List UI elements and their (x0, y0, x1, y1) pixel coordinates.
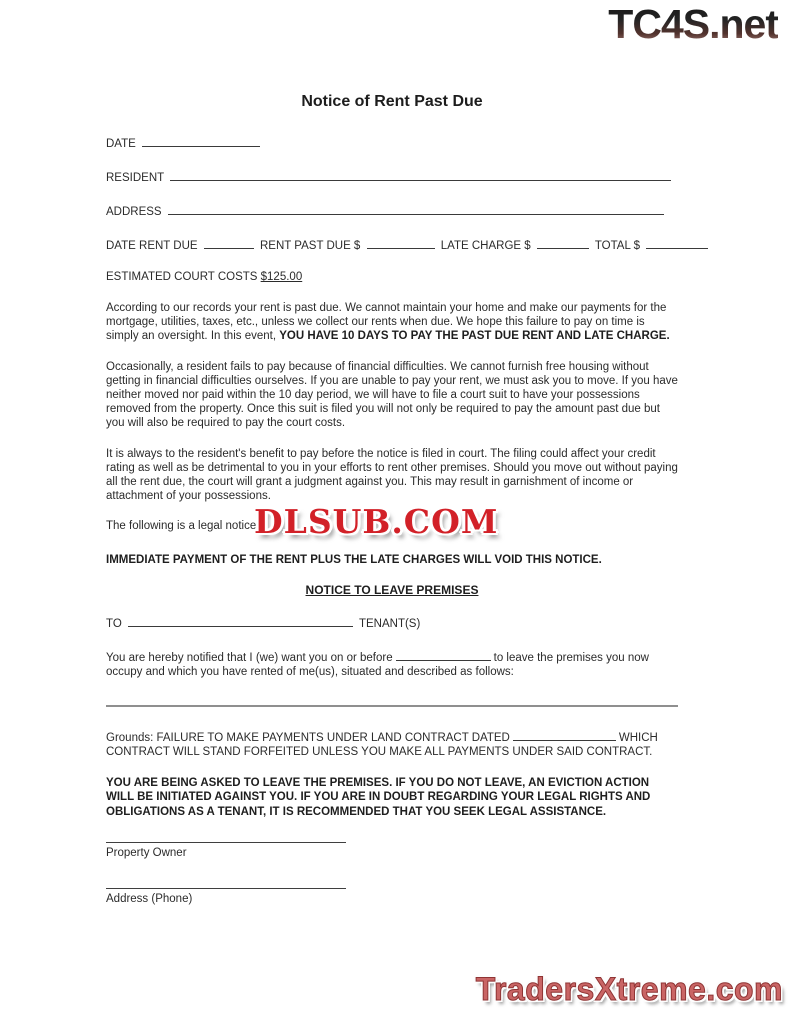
date-rent-due-blank (204, 236, 254, 249)
paragraph-benefit: It is always to the resident's benefit to pay before the notice is filed in court. The filing could affect your credit rating as well as be detrimental to you in your efforts to rent other premises. Should you move out without paying all the rent due, the court will grant a judgment against you. This may result in garnishment of income or attachment of your possessions. (106, 448, 678, 502)
tenant-row (106, 614, 678, 631)
resident-label: RESIDENT (106, 172, 164, 184)
resident-blank (170, 168, 671, 181)
court-costs-label: ESTIMATED COURT COSTS (106, 271, 258, 283)
paragraph-records (106, 301, 678, 343)
leave-premises-heading: NOTICE TO LEAVE PREMISES (305, 582, 479, 597)
late-charge-label: LATE CHARGE $ (440, 240, 531, 252)
address-row (106, 202, 678, 219)
property-owner-signature-line (106, 842, 346, 843)
property-owner-label: Property Owner (106, 847, 187, 859)
rent-past-due-blank (367, 236, 435, 249)
leave-date-blank (396, 648, 491, 661)
address-phone-signature (106, 888, 678, 906)
notified-after-text: to leave the premises you now occupy and which you have rented of me(us), situated and described as follows: (106, 651, 649, 678)
address-blank (168, 202, 664, 215)
legal-notice-text: The following is a legal notice (106, 520, 257, 532)
contract-date-blank (513, 728, 616, 741)
resident-row (106, 168, 678, 185)
rent-past-due-label: RENT PAST DUE $ (260, 240, 361, 252)
amounts-row (106, 236, 678, 253)
paragraph-grounds (106, 728, 678, 759)
date-label: DATE (106, 138, 136, 150)
late-charge-blank (537, 236, 589, 249)
date-rent-due-label: DATE RENT DUE (106, 240, 198, 252)
address-phone-signature-line (106, 888, 346, 889)
grounds-after-text: WHICH CONTRACT WILL STAND FORFEITED UNLESS YOU MAKE ALL PAYMENTS UNDER SAID CONTRACT. (106, 731, 658, 758)
legal-notice-line (106, 502, 678, 541)
court-costs-value: $125.00 (260, 271, 303, 283)
records-bold-text: YOU HAVE 10 DAYS TO PAY THE PAST DUE RENT AND LATE CHARGE. (279, 330, 670, 342)
address-label: ADDRESS (106, 206, 162, 218)
total-blank (646, 236, 708, 249)
address-phone-label: Address (Phone) (106, 893, 193, 905)
paragraph-final-warning: YOU ARE BEING ASKED TO LEAVE THE PREMISES. IF YOU DO NOT LEAVE, AN EVICTION ACTION WILL BE INITIATED AGAINST YOU. IF YOU ARE IN DOUBT REGARDING YOUR LEGAL RIGHTS AND OBLIGATIONS AS A TENANT, IT IS RECOMMENDED THAT YOU SEEK LEGAL ASSISTANCE. (106, 776, 651, 818)
notified-before-text: You are hereby notified that I (we) want you on or before (106, 651, 393, 664)
records-text: According to our records your rent is past due. We cannot maintain your home and make our payments for the mortgage, utilities, taxes, etc., unless we collect our rents when due. We hope this failure to pay on time is simply an oversight. In this event, (106, 302, 667, 342)
tenant-blank (128, 614, 353, 627)
paragraph-notified (106, 648, 678, 679)
property-owner-signature (106, 842, 678, 860)
page-title: Notice of Rent Past Due (301, 93, 483, 110)
immediate-payment-notice: IMMEDIATE PAYMENT OF THE RENT PLUS THE LATE CHARGES WILL VOID THIS NOTICE. (106, 554, 602, 566)
document-content (106, 0, 678, 934)
total-label: TOTAL $ (594, 240, 641, 252)
dlsub-watermark: DLSUB.COM (254, 502, 499, 541)
tc4s-logo: TC4S.net (608, 1, 778, 47)
tenants-label: TENANT(S) (358, 617, 421, 630)
court-costs-row (106, 270, 678, 284)
date-row (106, 134, 678, 151)
to-label: TO (106, 617, 122, 630)
tradersxtreme-logo: TradersXtreme.com (475, 971, 783, 1007)
premises-description-blank (106, 705, 678, 707)
grounds-before-text: Grounds: FAILURE TO MAKE PAYMENTS UNDER LAND CONTRACT DATED (106, 731, 510, 744)
paragraph-occasionally: Occasionally, a resident fails to pay because of financial difficulties. We cannot furnish free housing without getting in financial difficulties ourselves. If you are unable to pay your rent, we must ask you to move. If you have neither moved nor paid within the 10 day period, we will have to file a court suit to have your possessions removed from the property. Once this suit is filed you will not only be required to pay the amount past due but you will also be required to pay the court costs. (106, 361, 678, 429)
date-blank (142, 134, 260, 147)
